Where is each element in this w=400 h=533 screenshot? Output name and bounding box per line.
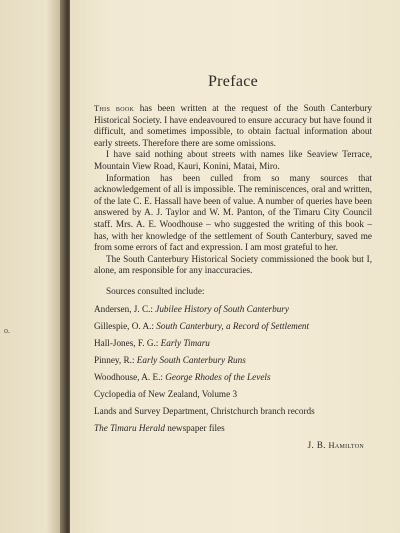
source-item [94, 389, 372, 400]
preface-paragraph-1 [94, 103, 372, 149]
source-title: Early South Canterbury Runs [136, 354, 246, 365]
preface-content [94, 72, 372, 451]
source-author: Andersen, J. C.: [94, 303, 156, 314]
source-item [94, 406, 372, 417]
source-item [94, 372, 372, 383]
source-item [94, 321, 372, 332]
source-title: Jubilee History of South Canterbury [155, 303, 289, 314]
signature-surname: Hamilton [328, 440, 364, 450]
source-suffix: newspaper files [164, 422, 225, 433]
preface-paragraph-2: I have said nothing about streets with names like Seaview Terrace, Mountain View Road, Kauri, Konini, Matai, Miro. [94, 149, 372, 171]
source-item [94, 423, 372, 434]
source-title: South Canterbury, a Record of Settlement [156, 320, 310, 331]
source-author: Lands and Survey Department, Christchurch branch records [94, 405, 315, 416]
signature-initials: J. B. [307, 439, 329, 450]
author-signature [94, 440, 364, 452]
left-page [0, 0, 66, 533]
preface-paragraph-4: The South Canterbury Historical Society commissioned the book but I, alone, am responsible for any inaccuracies. [94, 253, 372, 276]
source-title: George Rhodes of the Levels [165, 371, 271, 382]
source-author: Pinney, R.: [94, 354, 137, 365]
right-page [70, 0, 400, 533]
source-author: Woodhouse, A. E.: [94, 371, 166, 382]
source-author: Hall-Jones, F. G.: [94, 337, 161, 348]
source-title: Early Timaru [160, 337, 210, 348]
left-page-mark: o. [4, 326, 10, 335]
source-author: Gillespie, O. A.: [94, 320, 157, 331]
paragraph-text: has been written at the request of the South Canterbury Historical Society. I have endeavoured to ensure accuracy but have found it difficult, and sometimes impossible, to obtain factual information about early streets. Therefore there are some omissions. [94, 103, 372, 148]
source-item [94, 338, 372, 349]
first-word: This book [94, 103, 135, 113]
sources-heading: Sources consulted include: [106, 285, 205, 296]
page-title: Preface [207, 73, 259, 90]
source-title: The Timaru Herald [94, 422, 165, 433]
source-item [94, 304, 372, 315]
preface-paragraph-3: Information has been culled from so many sources that acknowledgement of all is impossible. The reminiscences, oral and written, of the late C. E. Hassall have been of value. A number of queries have been answered by A. J. Taylor and W. M. Panton, of the Timaru City Council staff. Mrs. A. E. Woodhouse – who suggested the writing of this book – has, with her knowledge of the settlement of South Canterbury, saved me from some errors of fact and expression. I am most grateful to her. [94, 172, 372, 253]
sources-list [94, 304, 372, 434]
source-item [94, 355, 372, 366]
source-author: Cyclopedia of New Zealand, Volume 3 [94, 388, 238, 399]
